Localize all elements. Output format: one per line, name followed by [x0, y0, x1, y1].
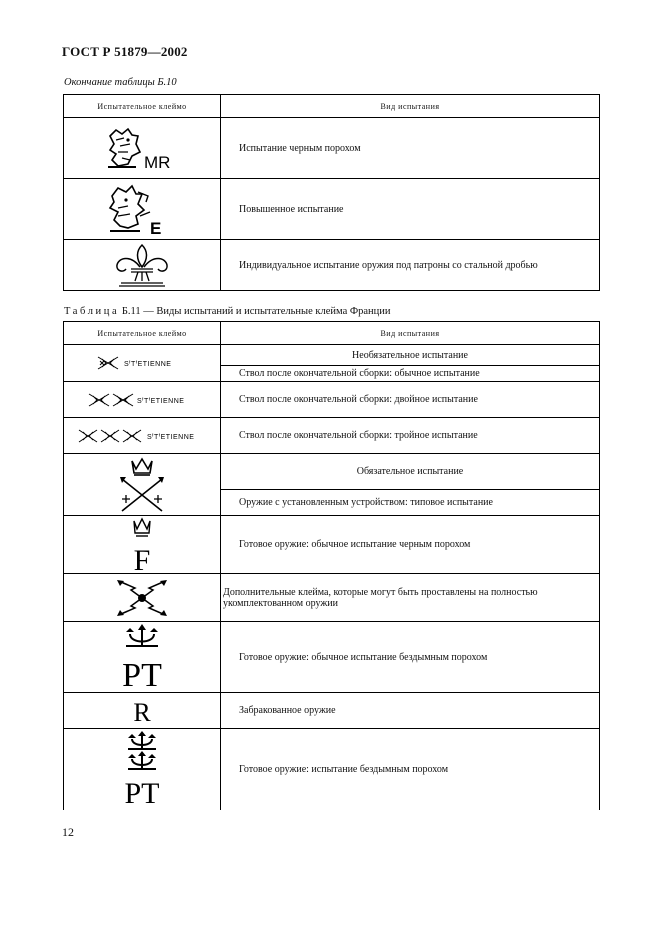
table-b11-caption: Таблица Б.11 — Виды испытаний и испытательные клейма Франции [64, 306, 391, 317]
table-b11 [63, 321, 600, 810]
mark-cell [64, 345, 221, 382]
st-etienne-triple-mark-icon [77, 426, 207, 446]
test-cell: Дополнительные клейма, которые могут быть проставлены на полностью укомплектованном оружии [221, 574, 600, 622]
lightning-arrows-mark-icon [107, 578, 177, 618]
group-title-optional: Необязательное испытание [221, 345, 600, 366]
test-cell: Индивидуальное испытание оружия под патроны со стальной дробью [221, 240, 600, 291]
col-header-test: Вид испытания [221, 322, 600, 345]
crown-crossed-arrows-mark-icon [112, 455, 172, 515]
lion-rampant-mark-icon [102, 182, 182, 236]
test-cell: Ствол после окончательной сборки: обычное испытание [221, 366, 600, 382]
test-cell: Испытание черным порохом [221, 118, 600, 179]
col-header-test: Вид испытания [221, 95, 600, 118]
mark-cell [64, 516, 221, 574]
svg-text:F: F [133, 543, 151, 573]
svg-text:SꞋTꞋETIENNE: SꞋTꞋETIENNE [137, 397, 185, 405]
col-header-mark: Испытательное клеймо [64, 322, 221, 345]
col-header-mark: Испытательное клеймо [64, 95, 221, 118]
test-cell: Готовое оружие: испытание бездымным порохом [221, 729, 600, 810]
test-cell: Ствол после окончательной сборки: тройное испытание [221, 418, 600, 454]
trident-pt-mark-icon [112, 624, 172, 690]
mark-cell [64, 418, 221, 454]
mark-cell [64, 729, 221, 810]
lion-head-mark-icon [102, 126, 182, 170]
test-cell: Ствол после окончательной сборки: двойное испытание [221, 382, 600, 418]
table-continuation-label: Окончание таблицы Б.10 [64, 77, 177, 88]
test-cell: Готовое оружие: обычное испытание бездымным порохом [221, 622, 600, 693]
crown-f-mark-icon [122, 517, 162, 573]
svg-text:SꞋTꞋETIENNE: SꞋTꞋETIENNE [147, 433, 195, 441]
mark-cell [64, 382, 221, 418]
test-cell: Оружие с установленным устройством: типовое испытание [221, 490, 600, 516]
group-title-mandatory: Обязательное испытание [221, 454, 600, 490]
fleur-de-lis-mark-icon [107, 241, 177, 289]
st-etienne-double-mark-icon [87, 390, 197, 410]
table-b10 [63, 94, 600, 291]
page-number: 12 [62, 825, 74, 839]
document-header: ГОСТ Р 51879—2002 [62, 44, 188, 59]
double-trident-pt-mark-icon [112, 731, 172, 807]
svg-text:SꞋTꞋETIENNE: SꞋTꞋETIENNE [124, 361, 172, 368]
mark-cell [64, 179, 221, 240]
test-cell: Забракованное оружие [221, 693, 600, 729]
mark-cell [64, 240, 221, 291]
svg-text:R: R [133, 697, 151, 725]
svg-text:PT: PT [124, 777, 160, 808]
st-etienne-single-mark-icon [94, 353, 190, 373]
svg-text:MR: MR [144, 153, 171, 170]
r-mark-icon [127, 697, 157, 725]
mark-cell [64, 118, 221, 179]
mark-cell [64, 622, 221, 693]
test-cell: Повышенное испытание [221, 179, 600, 240]
mark-cell [64, 574, 221, 622]
mark-cell [64, 454, 221, 516]
mark-cell [64, 693, 221, 729]
svg-text:PT: PT [122, 657, 162, 690]
test-cell: Готовое оружие: обычное испытание черным порохом [221, 516, 600, 574]
svg-text:E: E [150, 219, 162, 236]
